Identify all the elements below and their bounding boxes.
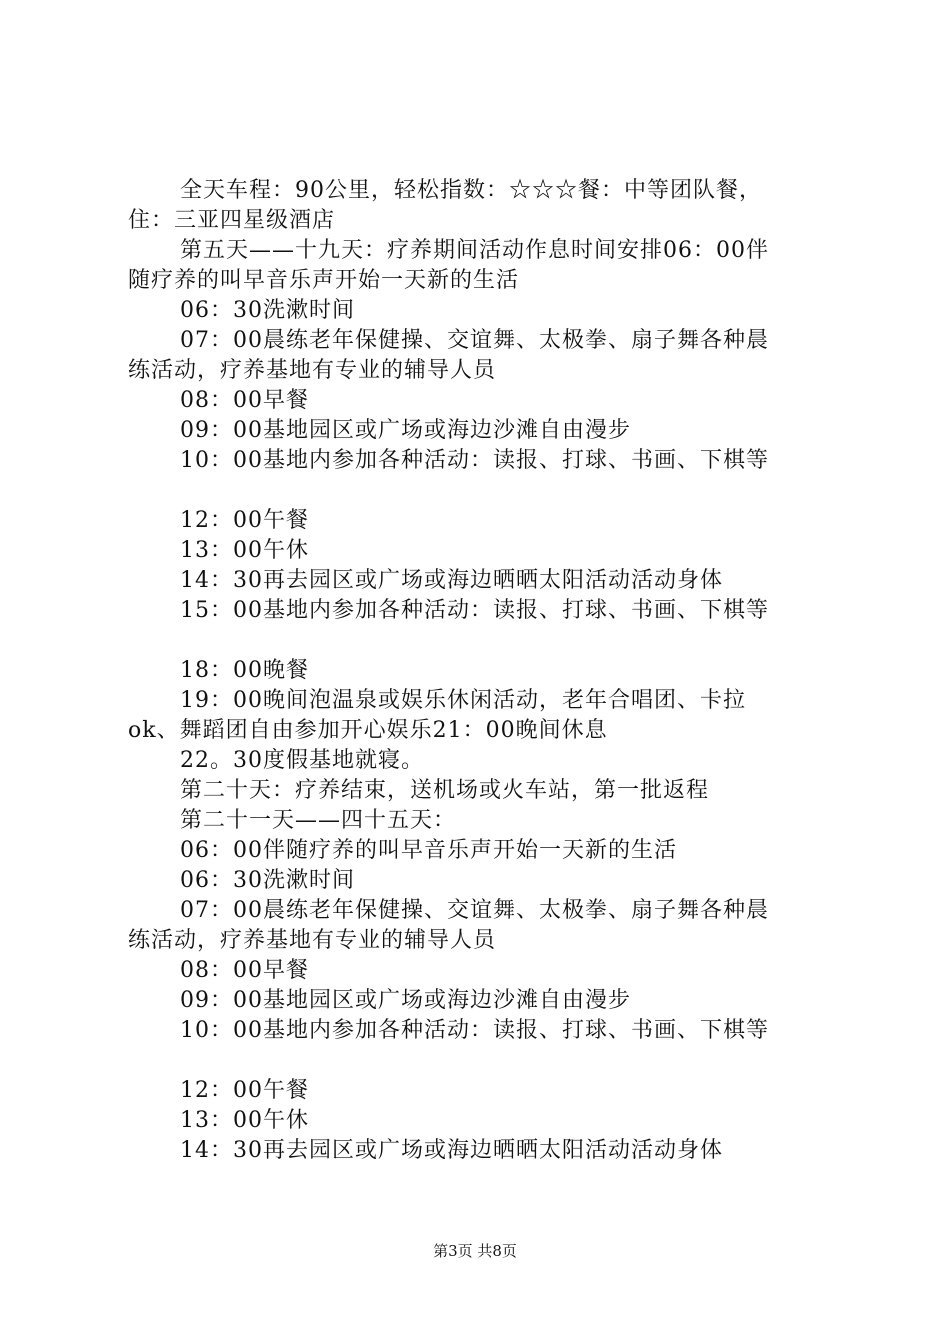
schedule-line: 14：30再去园区或广场或海边晒晒太阳活动活动身体 [180,1138,723,1163]
schedule-line: 10：00基地内参加各种活动：读报、打球、书画、下棋等 [180,448,769,473]
blank-line [128,626,834,656]
schedule-line: 19：00晚间泡温泉或娱乐休闲活动，老年合唱团、卡拉 [180,688,746,713]
paragraph-line: 随疗养的叫早音乐声开始一天新的生活 [128,268,520,293]
schedule-line: 10：00基地内参加各种活动：读报、打球、书画、下棋等 [180,1018,769,1043]
document-body [128,176,834,1166]
paragraph-line: 第二十天：疗养结束，送机场或火车站，第一批返程 [180,778,710,803]
schedule-line: 06：30洗漱时间 [180,298,355,323]
schedule-line: 12：00午餐 [180,1078,309,1103]
schedule-line: 22。30度假基地就寝。 [180,748,424,773]
paragraph-line: 第五天——十九天：疗养期间活动作息时间安排06：00伴 [180,238,769,263]
schedule-line: 09：00基地园区或广场或海边沙滩自由漫步 [180,988,631,1013]
blank-line [128,476,834,506]
paragraph-line: 练活动，疗养基地有专业的辅导人员 [128,928,497,953]
schedule-line: 06：00伴随疗养的叫早音乐声开始一天新的生活 [180,838,677,863]
schedule-line: 13：00午休 [180,1108,309,1133]
schedule-line: 07：00晨练老年保健操、交谊舞、太极拳、扇子舞各种晨 [180,898,769,923]
schedule-line: 18：00晚餐 [180,658,309,683]
blank-line [128,1046,834,1076]
schedule-line: 09：00基地园区或广场或海边沙滩自由漫步 [180,418,631,443]
paragraph-line: ok、舞蹈团自由参加开心娱乐21：00晚间休息 [128,718,608,743]
schedule-line: 07：00晨练老年保健操、交谊舞、太极拳、扇子舞各种晨 [180,328,769,353]
paragraph-line: 第二十一天——四十五天： [180,808,457,833]
schedule-line: 08：00早餐 [180,958,309,983]
paragraph-line: 练活动，疗养基地有专业的辅导人员 [128,358,497,383]
paragraph-line: 住：三亚四星级酒店 [128,208,336,233]
schedule-line: 13：00午休 [180,538,309,563]
schedule-line: 14：30再去园区或广场或海边晒晒太阳活动活动身体 [180,568,723,593]
schedule-line: 06：30洗漱时间 [180,868,355,893]
schedule-line: 08：00早餐 [180,388,309,413]
page-number-footer: 第3页 共8页 [433,1242,517,1260]
schedule-line: 12：00午餐 [180,508,309,533]
paragraph-line: 全天车程：90公里，轻松指数：☆☆☆餐：中等团队餐， [180,178,762,203]
schedule-line: 15：00基地内参加各种活动：读报、打球、书画、下棋等 [180,598,769,623]
